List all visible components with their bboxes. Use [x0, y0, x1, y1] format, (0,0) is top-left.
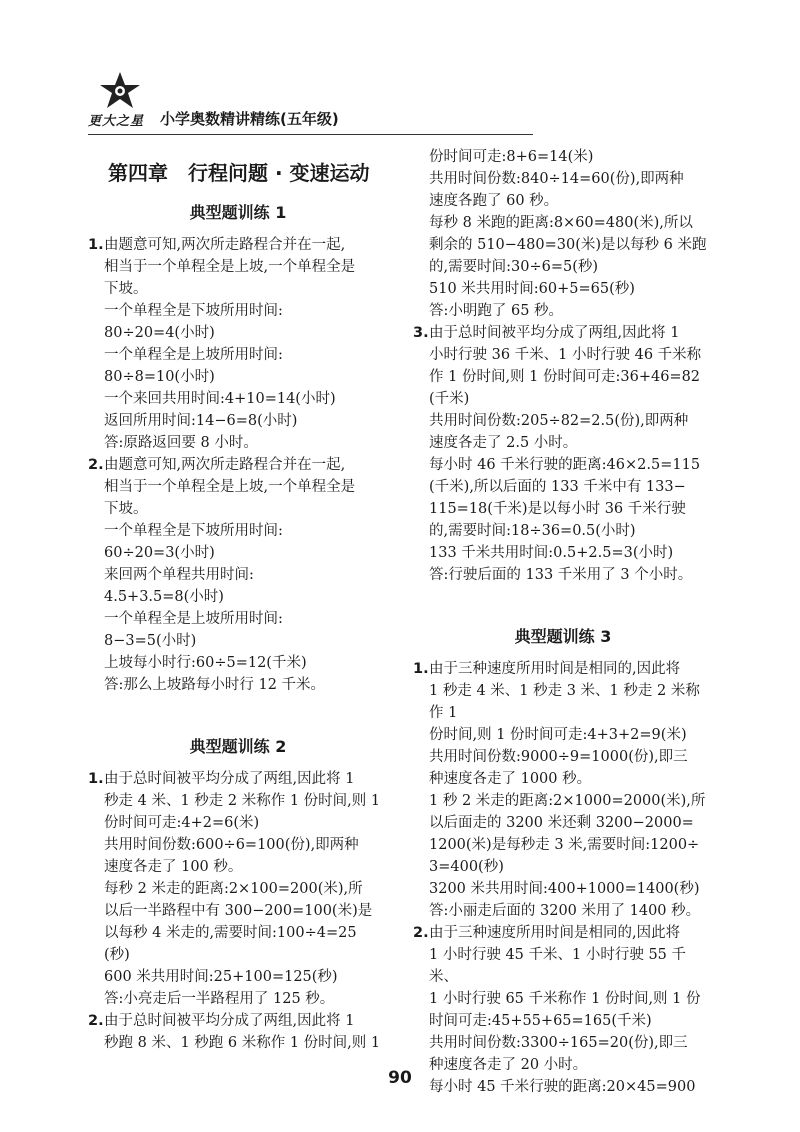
- text-line: 种速度各走了 1000 秒。: [429, 771, 592, 787]
- text-line: 8−3=5(小时): [104, 633, 197, 649]
- text-line: 由于三种速度所用时间是相同的,因此将: [429, 925, 681, 941]
- text-line: 的,需要时间:30÷6=5(秒): [429, 259, 599, 275]
- text-line: 以后面走的 3200 米还剩 3200−2000=: [429, 815, 694, 831]
- text-line: 一个单程全是上坡所用时间:: [104, 611, 283, 627]
- text-line: 1 秒走 4 米、1 秒走 3 米、1 秒走 2 米称作 1: [429, 683, 700, 721]
- page-header: [88, 70, 508, 136]
- text-line: 133 千米共用时间:0.5+2.5=3(小时): [429, 545, 674, 561]
- text-line: 80÷8=10(小时): [104, 369, 215, 385]
- text-line: 一个单程全是下坡所用时间:: [104, 523, 283, 539]
- logo-text: 更大之星: [88, 114, 145, 129]
- text-line: (千米): [429, 391, 470, 407]
- question-number: 1.: [88, 771, 104, 787]
- right-column: [413, 146, 713, 1098]
- text-line: 600 米共用时间:25+100=125(秒): [104, 969, 338, 985]
- text-line: 4.5+3.5=8(小时): [104, 589, 224, 605]
- text-line: 来回两个单程共用时间:: [104, 567, 254, 583]
- text-line: 每小时 45 千米行驶的距离:20×45=900: [429, 1079, 696, 1095]
- text-line: 由于总时间被平均分成了两组,因此将 1: [104, 1013, 355, 1029]
- question-2-1: [88, 768, 388, 1010]
- text-line: 115=18(千米)是以每小时 36 千米行驶: [429, 501, 686, 517]
- spacer: [413, 586, 713, 614]
- text-line: 的,需要时间:18÷36=0.5(小时): [429, 523, 636, 539]
- question-number: 1.: [88, 237, 104, 253]
- text-line: 速度各走了 2.5 小时。: [429, 435, 578, 451]
- answer-line: 答:小丽走后面的 3200 米用了 1400 秒。: [429, 903, 701, 919]
- text-line: 份时间,则 1 份时间可走:4+3+2=9(米): [429, 727, 687, 743]
- text-line: 秒走 4 米、1 秒走 2 米称作 1 份时间,则 1: [104, 793, 381, 809]
- text-line: 下坡。: [104, 281, 148, 297]
- text-line: 份时间可走:4+2=6(米): [104, 815, 260, 831]
- spacer: [88, 696, 388, 724]
- text-line: 相当于一个单程全是上坡,一个单程全是: [104, 479, 356, 495]
- answer-line: 答:行驶后面的 133 千米用了 3 个小时。: [429, 567, 693, 583]
- text-line: 速度各走了 100 秒。: [104, 859, 243, 875]
- text-line: 种速度各走了 20 小时。: [429, 1057, 588, 1073]
- question-number: 2.: [88, 457, 104, 473]
- question-3-1: [413, 658, 713, 922]
- text-line: 一个来回共用时间:4+10=14(小时): [104, 391, 336, 407]
- text-line: 1 小时行驶 45 千米、1 小时行驶 55 千米、: [429, 947, 687, 985]
- question-2-2-continued: [413, 146, 713, 322]
- text-line: 一个单程全是下坡所用时间:: [104, 303, 283, 319]
- text-line: (秒): [104, 947, 130, 963]
- text-line: 共用时间份数:9000÷9=1000(份),即三: [429, 749, 688, 765]
- text-line: 作 1 份时间,则 1 份时间可走:36+46=82: [429, 369, 701, 385]
- section-title-2: 典型题训练 2: [189, 737, 287, 756]
- text-line: 由于总时间被平均分成了两组,因此将 1: [104, 771, 355, 787]
- text-line: 1200(米)是每秒走 3 米,需要时间:1200÷: [429, 837, 700, 853]
- text-line: 1 秒 2 米走的距离:2×1000=2000(米),所: [429, 793, 706, 809]
- answer-line: 答:小明跑了 65 秒。: [429, 303, 564, 319]
- text-line: 80÷20=4(小时): [104, 325, 215, 341]
- text-line: 由于三种速度所用时间是相同的,因此将: [429, 661, 681, 677]
- logo: [88, 70, 158, 128]
- section-title-3: 典型题训练 3: [514, 627, 612, 646]
- text-line: 以每秒 4 米走的,需要时间:100÷4=25: [104, 925, 357, 941]
- text-line: 剩余的 510−480=30(米)是以每秒 6 米跑: [429, 237, 707, 253]
- text-line: 上坡每小时行:60÷5=12(千米): [104, 655, 307, 671]
- question-number: 2.: [88, 1013, 104, 1029]
- text-line: 相当于一个单程全是上坡,一个单程全是: [104, 259, 356, 275]
- text-line: 返回所用时间:14−6=8(小时): [104, 413, 298, 429]
- text-line: 每秒 8 米跑的距离:8×60=480(米),所以: [429, 215, 693, 231]
- text-line: 一个单程全是上坡所用时间:: [104, 347, 283, 363]
- text-line: 共用时间份数:205÷82=2.5(份),即两种: [429, 413, 689, 429]
- answer-line: 答:原路返回要 8 小时。: [104, 435, 258, 451]
- text-line: 份时间可走:8+6=14(米): [429, 149, 594, 165]
- text-line: 共用时间份数:600÷6=100(份),即两种: [104, 837, 359, 853]
- text-line: 3=400(秒): [429, 859, 504, 875]
- text-line: 每小时 46 千米行驶的距离:46×2.5=115: [429, 457, 701, 473]
- answer-line: 答:小亮走后一半路程用了 125 秒。: [104, 991, 335, 1007]
- page-number: 90: [388, 1068, 412, 1088]
- header-divider: [88, 134, 533, 135]
- question-2-2-start: [88, 1010, 388, 1054]
- text-line: 由于总时间被平均分成了两组,因此将 1: [429, 325, 680, 341]
- chapter-title: 第四章 行程问题 · 变速运动: [108, 161, 370, 185]
- question-1-2: [88, 454, 388, 696]
- star-icon: [96, 70, 144, 110]
- section-title-1: 典型题训练 1: [189, 203, 287, 222]
- text-line: 下坡。: [104, 501, 148, 517]
- question-2-3: [413, 322, 713, 586]
- text-line: 时间可走:45+55+65=165(千米): [429, 1013, 652, 1029]
- text-line: 共用时间份数:3300÷165=20(份),即三: [429, 1035, 688, 1051]
- text-line: 510 米共用时间:60+5=65(秒): [429, 281, 635, 297]
- text-line: 1 小时行驶 65 千米称作 1 份时间,则 1 份: [429, 991, 701, 1007]
- text-line: 共用时间份数:840÷14=60(份),即两种: [429, 171, 684, 187]
- question-number: 2.: [413, 925, 429, 941]
- question-1-1: [88, 234, 388, 454]
- question-number: 1.: [413, 661, 429, 677]
- text-line: 3200 米共用时间:400+1000=1400(秒): [429, 881, 700, 897]
- question-number: 3.: [413, 325, 429, 341]
- text-line: 每秒 2 米走的距离:2×100=200(米),所: [104, 881, 363, 897]
- answer-line: 答:那么上坡路每小时行 12 千米。: [104, 677, 326, 693]
- text-line: 小时行驶 36 千米、1 小时行驶 46 千米称: [429, 347, 702, 363]
- text-line: 由题意可知,两次所走路程合并在一起,: [104, 457, 346, 473]
- text-line: 60÷20=3(小时): [104, 545, 215, 561]
- text-line: 由题意可知,两次所走路程合并在一起,: [104, 237, 346, 253]
- text-line: 速度各跑了 60 秒。: [429, 193, 559, 209]
- text-line: 秒跑 8 米、1 秒跑 6 米称作 1 份时间,则 1: [104, 1035, 381, 1051]
- book-title: 小学奥数精讲精练(五年级): [160, 110, 339, 128]
- text-line: (千米),所以后面的 133 千米中有 133−: [429, 479, 686, 495]
- text-line: 以后一半路程中有 300−200=100(米)是: [104, 903, 373, 919]
- left-column: [88, 160, 388, 1054]
